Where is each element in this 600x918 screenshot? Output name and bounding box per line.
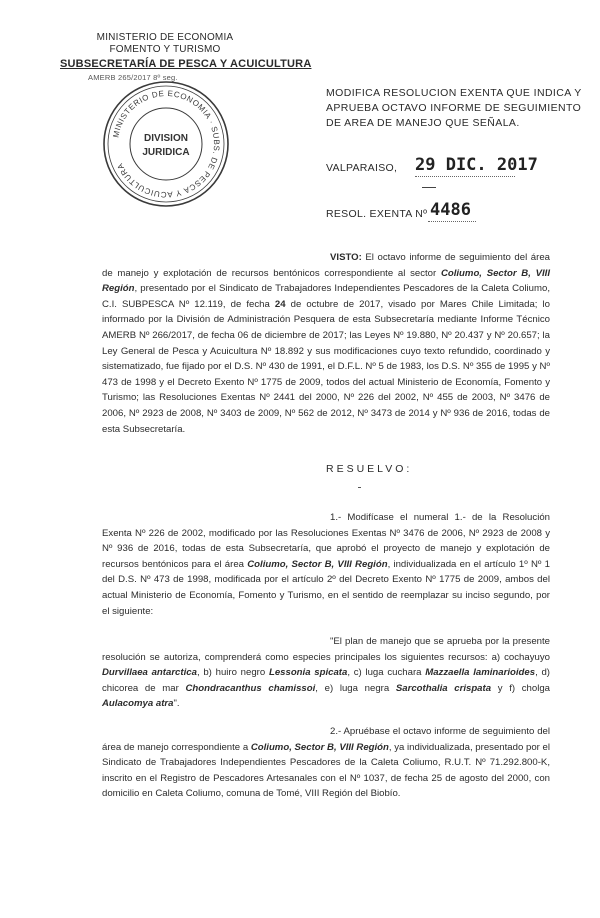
date-underline xyxy=(415,176,515,178)
resuelvo-heading: RESUELVO: xyxy=(326,463,413,475)
resolution-label: RESOL. EXENTA Nº xyxy=(326,208,428,220)
handwritten-date: 29 DIC. 2017 xyxy=(415,155,538,175)
species-mazzaella: Mazzaella laminarioides xyxy=(425,667,536,679)
visto-label: VISTO: xyxy=(330,252,362,263)
visto-text-2: , presentado por el Sindicato de Trabajadores Independientes Pescadores de la Caleta Coliumo, C.I. SUBPESCA Nº 12.119, de fecha xyxy=(102,283,550,310)
species-sarcothalia: Sarcothalia crispata xyxy=(395,682,492,694)
visto-text-1: El octavo informe de seguimiento del área de manejo y explotación de recursos bentónicos correspondiente al sector xyxy=(102,252,550,279)
quote-text-6: y f) cholga xyxy=(491,682,551,694)
species-quote xyxy=(102,634,550,712)
stamp-center-line2: JURIDICA xyxy=(142,147,190,158)
document-title: MODIFICA RESOLUCION EXENTA QUE INDICA Y APRUEBA OCTAVO INFORME DE SEGUIMIENTO DE AREA DE MANEJO QUE SEÑALA. xyxy=(326,87,582,129)
mark xyxy=(358,487,361,488)
point1-sector: Coliumo, Sector B, VIII Región xyxy=(247,558,388,570)
stamp-center-line1: DIVISION xyxy=(144,133,188,144)
resolution-point-1 xyxy=(102,510,550,619)
quote-text-1: "El plan de manejo que se aprueba por la presente resolución se autoriza, comprenderá como especies principales los siguientes recursos: a) cochayuyo xyxy=(102,636,550,663)
visto-paragraph xyxy=(102,250,550,437)
species-lessonia: Lessonia spicata xyxy=(268,667,348,679)
quote-text-7: ". xyxy=(173,698,180,710)
species-chondracanthus: Chondracanthus chamissoi xyxy=(185,682,316,694)
place-label: VALPARAISO, xyxy=(326,162,398,174)
point2-sector: Coliumo, Sector B, VIII Región xyxy=(250,741,389,753)
subsecretaria-name: SUBSECRETARÍA DE PESCA Y ACUICULTURA xyxy=(60,58,312,70)
dash-mark xyxy=(422,187,436,189)
visto-date: 24 xyxy=(274,298,286,310)
letterhead xyxy=(90,32,240,56)
quote-text-5: , e) luga negra xyxy=(315,682,396,694)
quote-text-3: , c) luga cuchara xyxy=(347,667,426,679)
stamp-ring-text: MINISTERIO DE ECONOMIA · SUBS. DE PESCA Y ACUICULTURA xyxy=(111,88,222,200)
species-durvillaea: Durvillaea antarctica xyxy=(102,667,197,679)
quote-text-2: , b) huiro negro xyxy=(196,667,269,679)
quote-text-4: , d) chicorea de mar xyxy=(102,667,550,694)
visto-text-3: de octubre de 2017, visado por Mares Chile Limitada; lo informado por la División de Administración Pesquera de esta Subsecretaría mediante Informe Técnico AMERB Nº 266/2017, de fecha 06 de diciembre de 2017; las Leyes Nº 19.880, Nº 20.437 y Nº 20.657; la Ley General de Pesca y Acuicultura Nº 18.892 y sus modificaciones cuyo texto refundido, coordinado y sistematizado, fue fijado por el D.S. Nº 430 de 1991, el D.F.L. Nº 5 de 1983, los D.S. Nº 355 de 1995 y Nº 473 de 1998 y el Decreto Exento Nº 1775 de 2009, todos del actual Ministerio de Economía, Fomento y Turismo; las Resoluciones Exentas Nº 2441 del 2000, Nº 226 del 2002, Nº 455 de 2003, Nº 3476 de 2006, Nº 2923 de 2008, Nº 3403 de 2009, Nº 562 de 2012, Nº 3473 de 2014 y Nº 936 de 2016, todas de esta Subsecretaría. xyxy=(102,298,550,435)
resolution-underline xyxy=(428,221,476,223)
division-juridica-stamp xyxy=(100,78,232,210)
point1-text-2: , individualizada en el artículo 1º Nº 1 del D.S. Nº 473 de 1998, modificada por el artículo 2º del Decreto Exento Nº 1775 de 2009, ambos del actual Ministerio de Economía, Fomento y Turismo, en el sentido de reemplazar su inciso segundo, por el siguiente: xyxy=(102,558,550,617)
svg-text:MINISTERIO DE ECONOMIA · SUBS. xyxy=(111,89,221,199)
visto-sector: Coliumo, Sector B, VIII Región xyxy=(102,267,550,295)
point2-text-2: , ya individualizada, presentado por el Sindicato de Trabajadores Independientes Pescadores de la Caleta Coliumo, R.U.T. Nº 71.292.800-K, inscrito en el Registro de Pescadores Artesanales con el Nº 1037, de fecha 25 de agosto del 2000, con domicilio en Caleta Coliumo, comuna de Tomé, VIII Región del Biobío. xyxy=(102,741,550,800)
resolution-point-2 xyxy=(102,724,550,802)
species-aulacomya: Aulacomya atra xyxy=(102,698,174,710)
point2-text-1: 2.- Apruébase el octavo informe de seguimiento del área de manejo correspondiente a xyxy=(102,726,550,753)
ministry-line2: FOMENTO Y TURISMO xyxy=(109,44,221,55)
point1-text-1: 1.- Modifícase el numeral 1.- de la Resolución Exenta Nº 226 de 2002, modificado por las Resoluciones Exentas Nº 3476 de 2006, Nº 2923 de 2008 y Nº 936 de 2016, todas de esta Subsecretaría, que aprobó el proyecto de manejo y explotación de recursos bentónicos para el área xyxy=(102,512,550,570)
reference-code: AMERB 265/2017 8º seg. xyxy=(88,73,178,82)
ministry-line1: MINISTERIO DE ECONOMIA xyxy=(96,32,234,43)
resolution-number: 4486 xyxy=(430,200,471,220)
